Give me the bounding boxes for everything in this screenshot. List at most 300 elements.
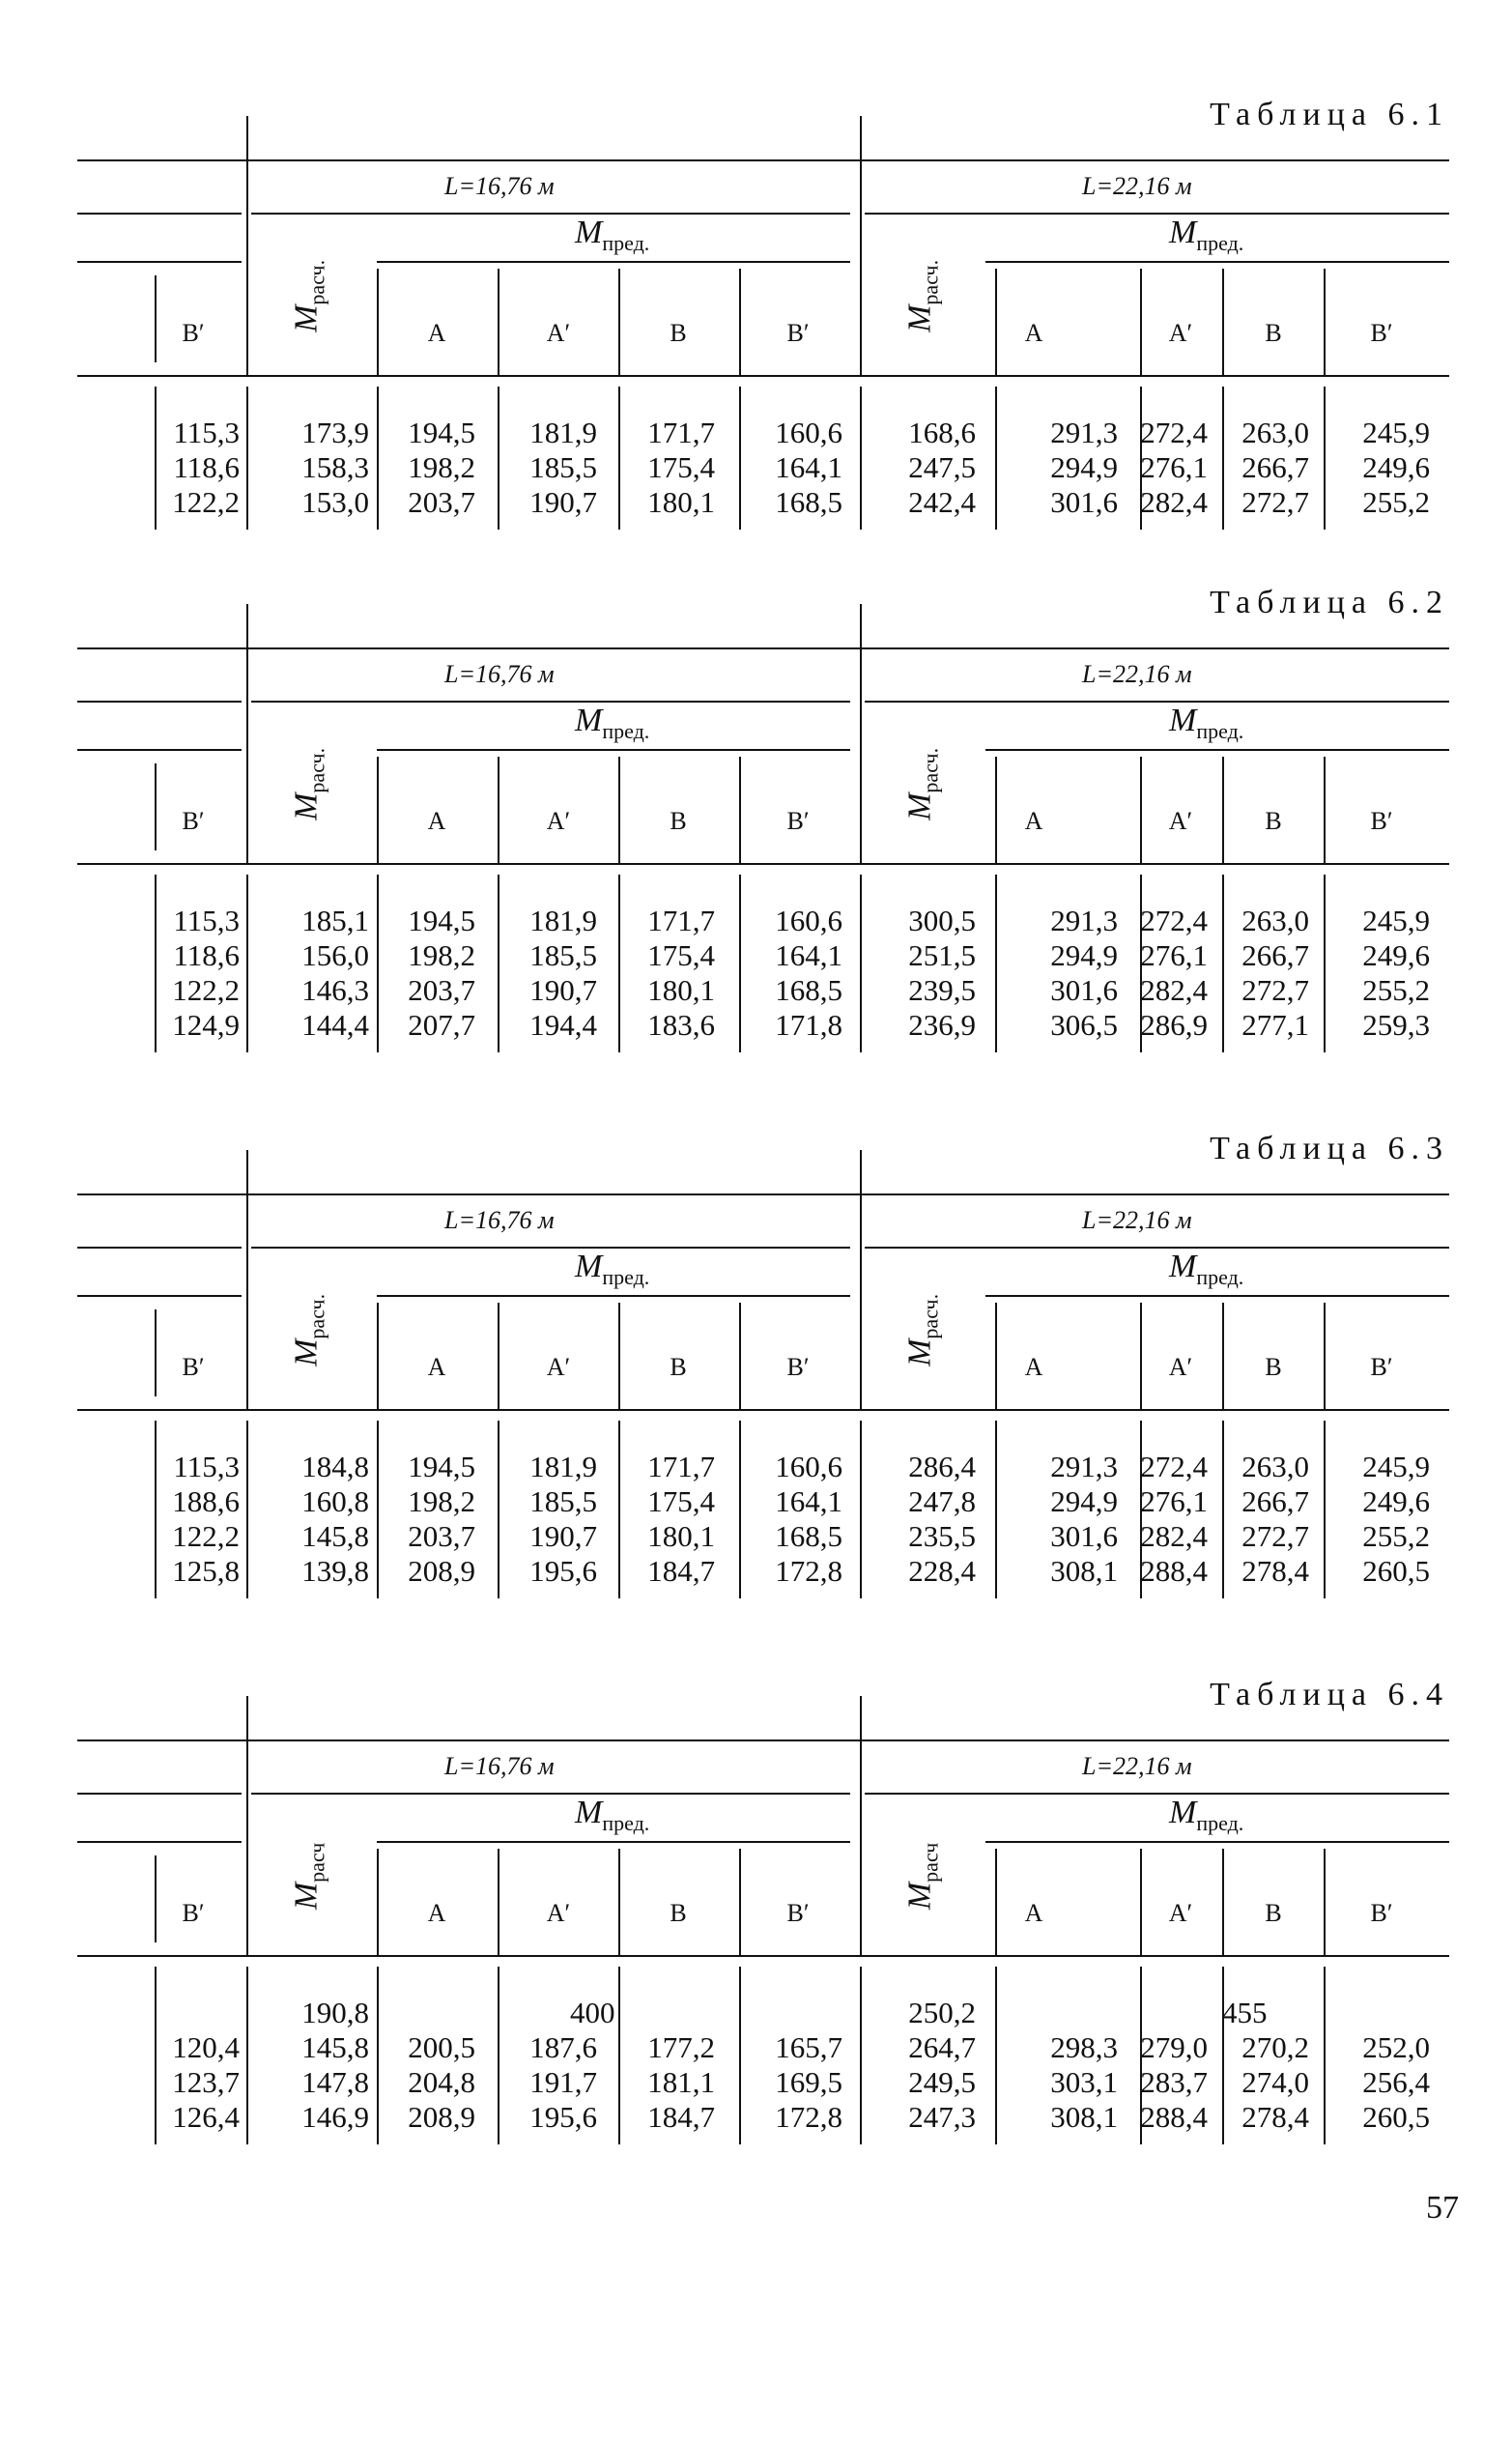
table-cell: 272,4 (1140, 904, 1208, 937)
column-header: B′ (182, 1353, 205, 1381)
table-cell: 168,6 (908, 416, 976, 449)
m-rasch-subscript: расч. (918, 747, 943, 793)
rule (77, 159, 1449, 161)
m-rasch-subscript: расч. (918, 1293, 943, 1339)
column-divider (995, 1303, 997, 1409)
table-cell: 283,7 (1140, 2065, 1208, 2099)
table-cell: 175,4 (647, 1484, 715, 1518)
group-label-L2: L=22,16 м (1082, 1206, 1192, 1234)
column-header: B (1265, 807, 1282, 835)
m-rasch-subscript: расч. (304, 1293, 329, 1339)
m-rasch-subscript: расч (918, 1842, 943, 1883)
column-divider (739, 1303, 741, 1409)
table-cell: 120,4 (172, 2030, 240, 2064)
column-header: A′ (1168, 319, 1193, 347)
rule (77, 213, 242, 215)
rule (865, 1793, 1449, 1795)
table-cell: 139,8 (301, 1554, 369, 1588)
table-cell: 153,0 (301, 485, 369, 519)
table-cell: 245,9 (1362, 416, 1430, 449)
table-cell: 190,7 (529, 973, 597, 1007)
m-rasch-label (289, 706, 330, 861)
m-rasch-symbol: М (288, 792, 325, 820)
table-cell: 291,3 (1050, 904, 1118, 937)
column-divider (995, 1849, 997, 1955)
column-divider (377, 1849, 379, 1955)
table-cell: 255,2 (1362, 1519, 1430, 1553)
table-cell: 146,9 (301, 2100, 369, 2134)
merged-cell-value: 400 (570, 1996, 615, 2029)
table-cell: 208,9 (408, 1554, 475, 1588)
table-cell: 272,7 (1241, 973, 1309, 1007)
table-cell: 276,1 (1140, 450, 1208, 484)
column-divider (1140, 269, 1142, 375)
column-header: B′ (1370, 319, 1393, 347)
table-cell: 282,4 (1140, 485, 1208, 519)
table-cell: 236,9 (908, 1008, 976, 1042)
table-cell: 185,5 (529, 450, 597, 484)
table-cell: 198,2 (408, 450, 475, 484)
table-cell: 177,2 (647, 2030, 715, 2064)
table-cell: 203,7 (408, 485, 475, 519)
table-cell: 188,6 (172, 1484, 240, 1518)
column-divider (618, 269, 620, 375)
column-header: A′ (546, 807, 571, 835)
table-cell: 276,1 (1140, 1484, 1208, 1518)
column-divider (1140, 1303, 1142, 1409)
table-cell: 118,6 (173, 450, 240, 484)
column-divider (995, 269, 997, 375)
m-pred-label-symbol: М (575, 1795, 603, 1830)
table-cell: 266,7 (1241, 938, 1309, 972)
table-cell: 190,7 (529, 1519, 597, 1553)
table-cell: 171,7 (647, 904, 715, 937)
table-cell: 286,9 (1140, 1008, 1208, 1042)
column-header: A (1024, 807, 1043, 835)
table-cell: 288,4 (1140, 2100, 1208, 2134)
column-divider (618, 757, 620, 863)
rule (865, 701, 1449, 703)
table-cell: 298,3 (1050, 2030, 1118, 2064)
table-cell: 160,8 (301, 1484, 369, 1518)
table-cell: 291,3 (1050, 416, 1118, 449)
table-cell: 168,5 (775, 485, 842, 519)
table-cell: 190,8 (301, 1996, 369, 2029)
table-cell: 286,4 (908, 1450, 976, 1483)
column-header: A (427, 1353, 446, 1381)
column-divider (860, 1150, 862, 1409)
table-cell: 180,1 (647, 485, 715, 519)
table-cell: 168,5 (775, 1519, 842, 1553)
m-rasch-symbol: М (288, 304, 325, 332)
column-divider (498, 269, 499, 375)
table-cell: 160,6 (775, 1450, 842, 1483)
table-cell: 249,6 (1362, 1484, 1430, 1518)
table-cell: 191,7 (529, 2065, 597, 2099)
table-cell: 260,5 (1362, 2100, 1430, 2134)
column-header: B′ (182, 319, 205, 347)
table-cell: 256,4 (1362, 2065, 1430, 2099)
table-cell: 263,0 (1241, 1450, 1309, 1483)
table-cell: 194,5 (408, 1450, 475, 1483)
column-header: B′ (182, 1899, 205, 1927)
merged-cell-value: 455 (1222, 1996, 1268, 2029)
m-pred-label-symbol: М (1169, 1795, 1197, 1830)
m-pred-label-subscript: пред. (1196, 230, 1244, 255)
column-divider (739, 269, 741, 375)
table-cell: 194,5 (408, 904, 475, 937)
table-cell: 169,5 (775, 2065, 842, 2099)
table-cell: 144,4 (301, 1008, 369, 1042)
m-rasch-subscript: расч (304, 1842, 329, 1883)
table-cell: 303,1 (1050, 2065, 1118, 2099)
column-header: A (427, 1899, 446, 1927)
table-cell: 122,2 (172, 485, 240, 519)
table-cell: 247,3 (908, 2100, 976, 2134)
table-cell: 160,6 (775, 416, 842, 449)
table-cell: 278,4 (1241, 1554, 1309, 1588)
table-cell: 181,9 (529, 904, 597, 937)
table-cell: 184,7 (647, 1554, 715, 1588)
m-rasch-subscript: расч. (918, 259, 943, 305)
rule (377, 261, 850, 263)
m-rasch-symbol: М (901, 1882, 938, 1911)
table-cell: 245,9 (1362, 1450, 1430, 1483)
table-cell: 185,5 (529, 938, 597, 972)
table-cell: 181,9 (529, 1450, 597, 1483)
table-cell: 247,8 (908, 1484, 976, 1518)
table-caption: Таблица 6.1 (1210, 97, 1449, 132)
m-rasch-label (902, 1798, 944, 1953)
table-cell: 294,9 (1050, 938, 1118, 972)
column-divider (246, 604, 248, 863)
column-header: A (1024, 319, 1043, 347)
column-header: B′ (1370, 807, 1393, 835)
column-divider (1140, 1849, 1142, 1955)
column-divider (995, 757, 997, 863)
column-header: A (1024, 1353, 1043, 1381)
column-header: A′ (1168, 807, 1193, 835)
column-divider (1324, 757, 1326, 863)
m-rasch-label (289, 1252, 330, 1407)
column-divider (498, 1849, 499, 1955)
table-cell: 145,8 (301, 2030, 369, 2064)
table-cell: 118,6 (173, 938, 240, 972)
m-pred-label-subscript: пред. (1196, 1264, 1244, 1289)
table-cell: 172,8 (775, 1554, 842, 1588)
table-cell: 272,7 (1241, 485, 1309, 519)
table-cell: 272,7 (1241, 1519, 1309, 1553)
table-cell: 308,1 (1050, 1554, 1118, 1588)
column-header: B′ (786, 1899, 810, 1927)
table-cell: 235,5 (908, 1519, 976, 1553)
column-divider (739, 757, 741, 863)
column-header: A′ (546, 1353, 571, 1381)
m-pred-label (1169, 1249, 1243, 1290)
table-cell: 301,6 (1050, 485, 1118, 519)
m-rasch-label (902, 1252, 944, 1407)
rule (377, 749, 850, 751)
table-cell: 208,9 (408, 2100, 475, 2134)
rule (251, 701, 850, 703)
column-divider (1222, 269, 1224, 375)
rule (77, 1247, 242, 1249)
rule (377, 1841, 850, 1843)
table-caption: Таблица 6.4 (1210, 1677, 1449, 1712)
rule (251, 1793, 850, 1795)
column-header: B (670, 1353, 687, 1381)
column-divider (1222, 1303, 1224, 1409)
table-cell: 270,2 (1241, 2030, 1309, 2064)
table-cell: 115,3 (173, 416, 240, 449)
m-pred-label-symbol: М (575, 703, 603, 738)
rule (77, 1193, 1449, 1195)
table-cell: 294,9 (1050, 450, 1118, 484)
table-cell: 175,4 (647, 450, 715, 484)
table-cell: 272,4 (1140, 416, 1208, 449)
table-cell: 245,9 (1362, 904, 1430, 937)
table-cell: 263,0 (1241, 904, 1309, 937)
rule (985, 261, 1449, 263)
column-divider (498, 757, 499, 863)
table-cell: 185,5 (529, 1484, 597, 1518)
column-divider (1140, 757, 1142, 863)
table-cell: 183,6 (647, 1008, 715, 1042)
m-pred-label-subscript: пред. (602, 230, 650, 255)
m-pred-label-subscript: пред. (1196, 1810, 1244, 1835)
rule (77, 647, 1449, 649)
column-header: A′ (546, 1899, 571, 1927)
column-divider (246, 1696, 248, 1955)
m-pred-label (575, 1795, 649, 1836)
table-cell: 251,5 (908, 938, 976, 972)
rule (77, 701, 242, 703)
table-cell: 301,6 (1050, 973, 1118, 1007)
table-cell: 306,5 (1050, 1008, 1118, 1042)
table-cell: 164,1 (775, 450, 842, 484)
column-header: B (1265, 1899, 1282, 1927)
table-cell: 242,4 (908, 485, 976, 519)
m-rasch-subscript: расч. (304, 259, 329, 305)
rule (77, 261, 242, 263)
table-cell: 255,2 (1362, 973, 1430, 1007)
m-pred-label-subscript: пред. (602, 1264, 650, 1289)
column-divider (1222, 1849, 1224, 1955)
table-cell: 195,6 (529, 2100, 597, 2134)
m-rasch-symbol: М (288, 1882, 325, 1911)
table-cell: 164,1 (775, 1484, 842, 1518)
table-cell: 175,4 (647, 938, 715, 972)
column-divider (860, 604, 862, 863)
column-divider (498, 1303, 499, 1409)
table-cell: 204,8 (408, 2065, 475, 2099)
column-divider (860, 116, 862, 375)
group-label-L1: L=16,76 м (444, 172, 555, 200)
m-rasch-label (902, 218, 944, 373)
table-cell: 180,1 (647, 973, 715, 1007)
table-cell: 207,7 (408, 1008, 475, 1042)
table-cell: 272,4 (1140, 1450, 1208, 1483)
m-pred-label-symbol: М (1169, 703, 1197, 738)
table-cell: 156,0 (301, 938, 369, 972)
m-rasch-symbol: М (901, 792, 938, 820)
column-header: B′ (1370, 1899, 1393, 1927)
rule (77, 749, 242, 751)
column-header: B (1265, 319, 1282, 347)
table-cell: 260,5 (1362, 1554, 1430, 1588)
m-rasch-subscript: расч. (304, 747, 329, 793)
m-rasch-symbol: М (901, 304, 938, 332)
rule (251, 1247, 850, 1249)
table-cell: 172,8 (775, 2100, 842, 2134)
column-divider (246, 116, 248, 375)
table-cell: 259,3 (1362, 1008, 1430, 1042)
table-cell: 125,8 (172, 1554, 240, 1588)
table-cell: 146,3 (301, 973, 369, 1007)
table-cell: 301,6 (1050, 1519, 1118, 1553)
table-caption: Таблица 6.3 (1210, 1131, 1449, 1166)
column-divider (377, 1303, 379, 1409)
table-cell: 264,7 (908, 2030, 976, 2064)
table-cell: 247,5 (908, 450, 976, 484)
column-divider (860, 1696, 862, 1955)
group-label-L2: L=22,16 м (1082, 172, 1192, 200)
column-divider (155, 1309, 157, 1396)
column-header: A (427, 319, 446, 347)
table-cell: 171,7 (647, 1450, 715, 1483)
rule (77, 1793, 242, 1795)
table-cell: 288,4 (1140, 1554, 1208, 1588)
column-header: A′ (546, 319, 571, 347)
m-pred-label (1169, 215, 1243, 256)
rule (377, 1295, 850, 1297)
table-cell: 249,6 (1362, 450, 1430, 484)
column-header: B′ (786, 1353, 810, 1381)
table-cell: 122,2 (172, 973, 240, 1007)
table-cell: 282,4 (1140, 1519, 1208, 1553)
column-divider (155, 1855, 157, 1942)
table-cell: 195,6 (529, 1554, 597, 1588)
group-label-L1: L=16,76 м (444, 1752, 555, 1780)
table-cell: 160,6 (775, 904, 842, 937)
m-rasch-symbol: М (288, 1338, 325, 1366)
column-header: B′ (1370, 1353, 1393, 1381)
m-pred-label-subscript: пред. (602, 1810, 650, 1835)
rule (865, 213, 1449, 215)
table-cell: 200,5 (408, 2030, 475, 2064)
table-cell: 126,4 (172, 2100, 240, 2134)
column-header: B′ (182, 807, 205, 835)
table-cell: 276,1 (1140, 938, 1208, 972)
table-cell: 198,2 (408, 1484, 475, 1518)
table-cell: 115,3 (173, 1450, 240, 1483)
table-cell: 158,3 (301, 450, 369, 484)
table-cell: 239,5 (908, 973, 976, 1007)
table-cell: 173,9 (301, 416, 369, 449)
table-cell: 249,5 (908, 2065, 976, 2099)
table-cell: 123,7 (172, 2065, 240, 2099)
page-number: 57 (1426, 2190, 1459, 2226)
table-cell: 184,8 (301, 1450, 369, 1483)
table-2 (77, 585, 1449, 1126)
table-cell: 279,0 (1140, 2030, 1208, 2064)
rule (77, 375, 1449, 377)
m-rasch-label (289, 1798, 330, 1953)
column-divider (739, 1849, 741, 1955)
table-cell: 308,1 (1050, 2100, 1118, 2134)
column-header: B′ (786, 319, 810, 347)
column-header: B (670, 319, 687, 347)
column-header: B (1265, 1353, 1282, 1381)
m-pred-label-symbol: М (575, 215, 603, 250)
column-divider (155, 763, 157, 850)
column-divider (377, 757, 379, 863)
rule (77, 1841, 242, 1843)
table-cell: 171,8 (775, 1008, 842, 1042)
m-pred-label (575, 215, 649, 256)
table-cell: 282,4 (1140, 973, 1208, 1007)
m-pred-label-symbol: М (1169, 1249, 1197, 1284)
column-header: B (670, 1899, 687, 1927)
m-pred-label-subscript: пред. (1196, 718, 1244, 743)
column-divider (618, 1849, 620, 1955)
rule (985, 749, 1449, 751)
m-pred-label-symbol: М (575, 1249, 603, 1284)
m-rasch-label (902, 706, 944, 861)
rule (985, 1295, 1449, 1297)
group-label-L2: L=22,16 м (1082, 660, 1192, 688)
table-cell: 124,9 (172, 1008, 240, 1042)
column-divider (377, 269, 379, 375)
group-label-L2: L=22,16 м (1082, 1752, 1192, 1780)
table-cell: 266,7 (1241, 450, 1309, 484)
column-divider (1222, 757, 1224, 863)
rule (77, 1955, 1449, 1957)
table-cell: 165,7 (775, 2030, 842, 2064)
table-cell: 198,2 (408, 938, 475, 972)
table-cell: 252,0 (1362, 2030, 1430, 2064)
table-cell: 255,2 (1362, 485, 1430, 519)
m-pred-label (1169, 703, 1243, 744)
table-cell: 249,6 (1362, 938, 1430, 972)
column-divider (1324, 1303, 1326, 1409)
column-header: B (670, 807, 687, 835)
table-cell: 168,5 (775, 973, 842, 1007)
column-header: A (1024, 1899, 1043, 1927)
m-pred-label-subscript: пред. (602, 718, 650, 743)
m-rasch-label (289, 218, 330, 373)
table-caption: Таблица 6.2 (1210, 585, 1449, 620)
table-cell: 277,1 (1241, 1008, 1309, 1042)
table-cell: 171,7 (647, 416, 715, 449)
rule (251, 213, 850, 215)
table-1 (77, 97, 1449, 638)
table-cell: 190,7 (529, 485, 597, 519)
column-divider (246, 1150, 248, 1409)
column-header: A′ (1168, 1353, 1193, 1381)
rule (865, 1247, 1449, 1249)
m-rasch-symbol: М (901, 1338, 938, 1366)
table-cell: 180,1 (647, 1519, 715, 1553)
table-cell: 185,1 (301, 904, 369, 937)
rule (985, 1841, 1449, 1843)
table-cell: 203,7 (408, 973, 475, 1007)
group-label-L1: L=16,76 м (444, 660, 555, 688)
m-pred-label (1169, 1795, 1243, 1836)
table-cell: 266,7 (1241, 1484, 1309, 1518)
column-header: A′ (1168, 1899, 1193, 1927)
table-cell: 291,3 (1050, 1450, 1118, 1483)
